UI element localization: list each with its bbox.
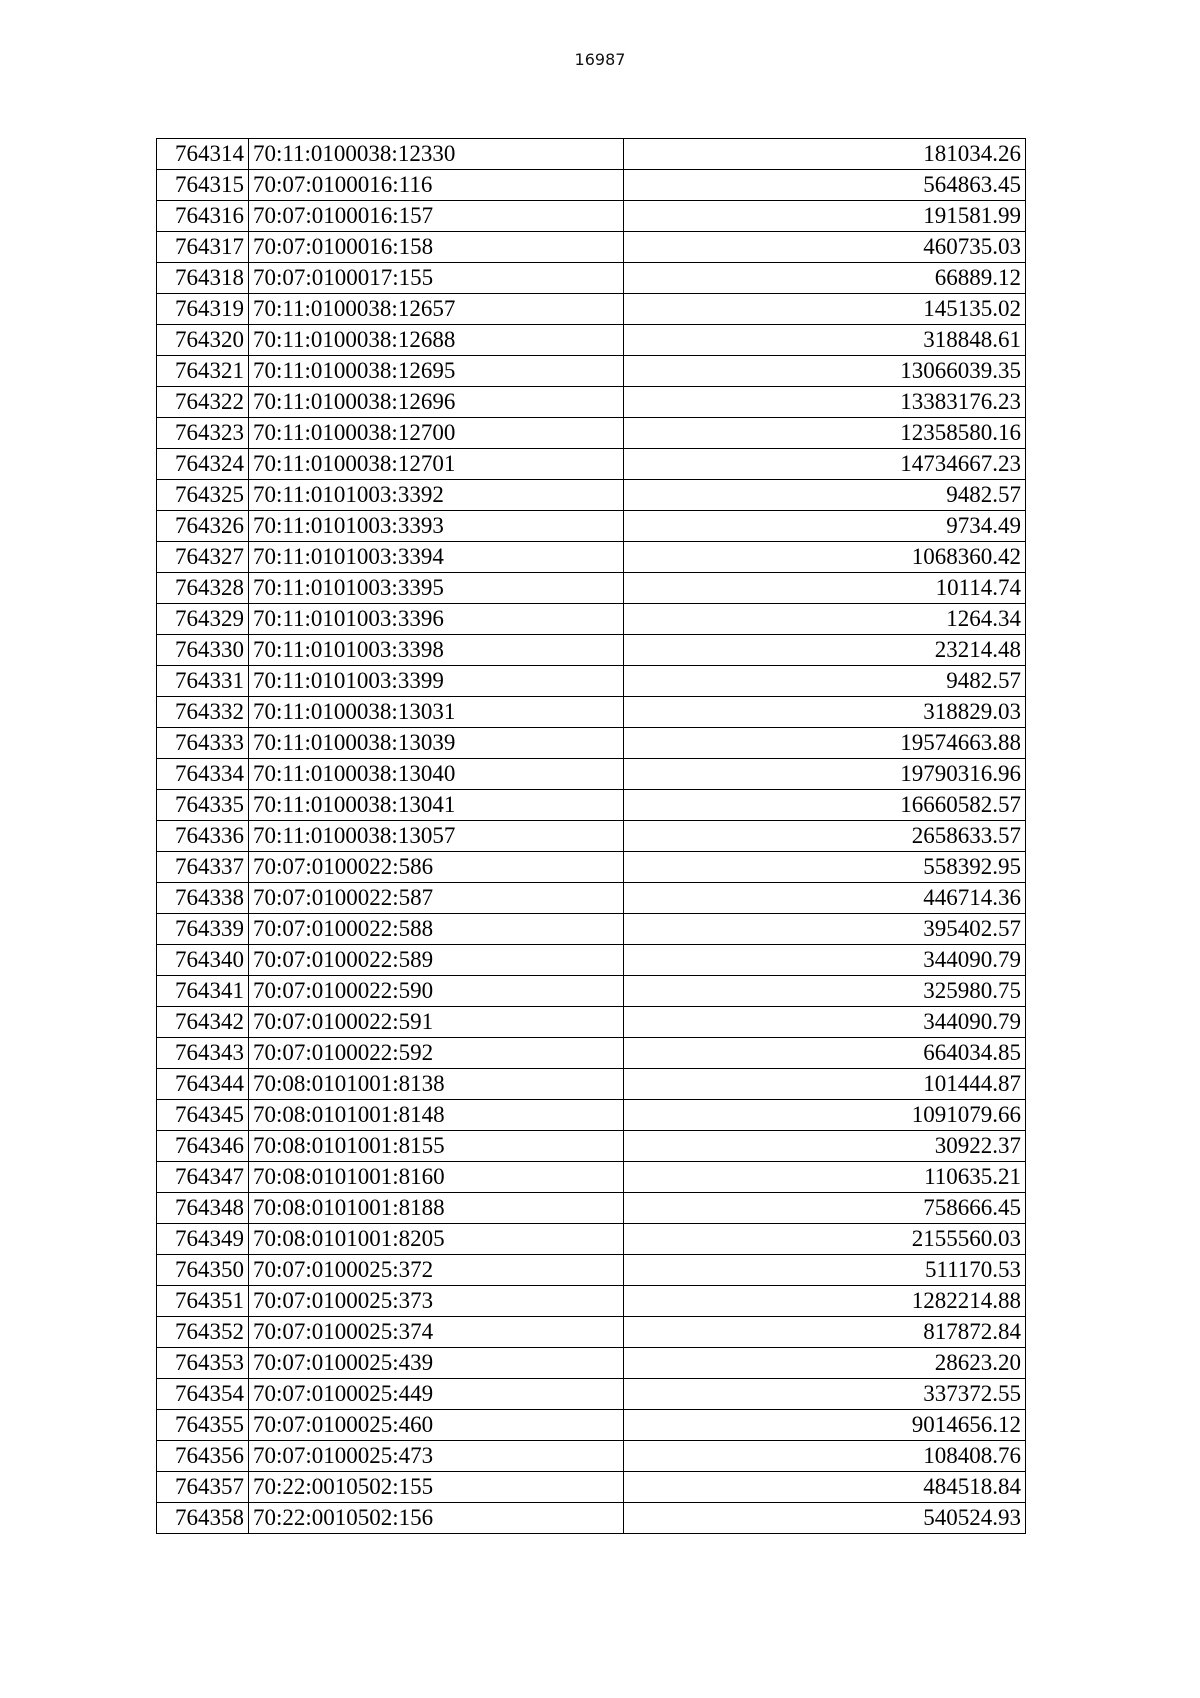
table-row [157, 511, 1026, 542]
table-row [157, 294, 1026, 325]
cadastral-number-cell: 70:07:0100025:372 [249, 1255, 624, 1286]
cadastral-number-cell: 70:11:0101003:3399 [249, 666, 624, 697]
table-row [157, 232, 1026, 263]
cadastral-value-cell: 108408.76 [624, 1441, 1026, 1472]
cadastral-value-cell: 101444.87 [624, 1069, 1026, 1100]
cadastral-number-cell: 70:07:0100017:155 [249, 263, 624, 294]
cadastral-value-cell: 564863.45 [624, 170, 1026, 201]
cadastral-value-cell: 318829.03 [624, 697, 1026, 728]
row-number-cell: 764351 [157, 1286, 249, 1317]
cadastral-number-cell: 70:11:0100038:12330 [249, 139, 624, 170]
cadastral-number-cell: 70:22:0010502:156 [249, 1503, 624, 1534]
cadastral-number-cell: 70:08:0101001:8155 [249, 1131, 624, 1162]
cadastral-value-cell: 2155560.03 [624, 1224, 1026, 1255]
table-row [157, 1472, 1026, 1503]
row-number-cell: 764349 [157, 1224, 249, 1255]
row-number-cell: 764352 [157, 1317, 249, 1348]
cadastral-value-cell: 9482.57 [624, 480, 1026, 511]
table-row [157, 790, 1026, 821]
cadastral-value-cell: 28623.20 [624, 1348, 1026, 1379]
cadastral-value-cell: 19790316.96 [624, 759, 1026, 790]
cadastral-number-cell: 70:11:0101003:3398 [249, 635, 624, 666]
cadastral-value-cell: 14734667.23 [624, 449, 1026, 480]
cadastral-number-cell: 70:08:0101001:8188 [249, 1193, 624, 1224]
row-number-cell: 764346 [157, 1131, 249, 1162]
table-row [157, 1038, 1026, 1069]
cadastral-number-cell: 70:07:0100022:590 [249, 976, 624, 1007]
cadastral-number-cell: 70:11:0100038:13039 [249, 728, 624, 759]
cadastral-value-cell: 1091079.66 [624, 1100, 1026, 1131]
cadastral-number-cell: 70:11:0100038:13057 [249, 821, 624, 852]
row-number-cell: 764324 [157, 449, 249, 480]
cadastral-number-cell: 70:07:0100025:449 [249, 1379, 624, 1410]
cadastral-number-cell: 70:11:0100038:12700 [249, 418, 624, 449]
table-row [157, 1069, 1026, 1100]
table-row [157, 1007, 1026, 1038]
cadastral-value-cell: 337372.55 [624, 1379, 1026, 1410]
row-number-cell: 764329 [157, 604, 249, 635]
row-number-cell: 764355 [157, 1410, 249, 1441]
cadastral-value-cell: 10114.74 [624, 573, 1026, 604]
cadastral-value-cell: 558392.95 [624, 852, 1026, 883]
cadastral-number-cell: 70:11:0100038:13031 [249, 697, 624, 728]
row-number-cell: 764315 [157, 170, 249, 201]
cadastral-number-cell: 70:07:0100025:460 [249, 1410, 624, 1441]
table-row [157, 759, 1026, 790]
row-number-cell: 764332 [157, 697, 249, 728]
cadastral-value-cell: 191581.99 [624, 201, 1026, 232]
table-row [157, 1317, 1026, 1348]
cadastral-number-cell: 70:11:0100038:12688 [249, 325, 624, 356]
cadastral-value-cell: 30922.37 [624, 1131, 1026, 1162]
row-number-cell: 764347 [157, 1162, 249, 1193]
cadastral-value-cell: 446714.36 [624, 883, 1026, 914]
cadastral-number-cell: 70:11:0100038:12696 [249, 387, 624, 418]
table-body [157, 139, 1026, 1534]
cadastral-number-cell: 70:22:0010502:155 [249, 1472, 624, 1503]
cadastral-value-cell: 12358580.16 [624, 418, 1026, 449]
table-row [157, 325, 1026, 356]
row-number-cell: 764323 [157, 418, 249, 449]
table-row [157, 542, 1026, 573]
cadastral-value-cell: 145135.02 [624, 294, 1026, 325]
cadastral-value-cell: 181034.26 [624, 139, 1026, 170]
table-row [157, 976, 1026, 1007]
cadastral-value-cell: 460735.03 [624, 232, 1026, 263]
row-number-cell: 764357 [157, 1472, 249, 1503]
row-number-cell: 764342 [157, 1007, 249, 1038]
row-number-cell: 764339 [157, 914, 249, 945]
cadastral-value-cell: 1068360.42 [624, 542, 1026, 573]
cadastral-value-cell: 1264.34 [624, 604, 1026, 635]
cadastral-number-cell: 70:11:0100038:13040 [249, 759, 624, 790]
row-number-cell: 764314 [157, 139, 249, 170]
row-number-cell: 764345 [157, 1100, 249, 1131]
cadastral-number-cell: 70:11:0100038:12695 [249, 356, 624, 387]
cadastral-value-cell: 395402.57 [624, 914, 1026, 945]
row-number-cell: 764319 [157, 294, 249, 325]
row-number-cell: 764333 [157, 728, 249, 759]
table-row [157, 697, 1026, 728]
cadastral-value-cell: 758666.45 [624, 1193, 1026, 1224]
table-row [157, 914, 1026, 945]
row-number-cell: 764318 [157, 263, 249, 294]
row-number-cell: 764341 [157, 976, 249, 1007]
table-row [157, 387, 1026, 418]
row-number-cell: 764325 [157, 480, 249, 511]
cadastral-value-cell: 9014656.12 [624, 1410, 1026, 1441]
row-number-cell: 764321 [157, 356, 249, 387]
table-row [157, 1193, 1026, 1224]
cadastral-number-cell: 70:08:0101001:8160 [249, 1162, 624, 1193]
row-number-cell: 764337 [157, 852, 249, 883]
cadastral-value-cell: 66889.12 [624, 263, 1026, 294]
row-number-cell: 764353 [157, 1348, 249, 1379]
table-row [157, 170, 1026, 201]
table-row [157, 821, 1026, 852]
table-row [157, 139, 1026, 170]
table-row [157, 945, 1026, 976]
cadastral-value-cell: 13066039.35 [624, 356, 1026, 387]
table-row [157, 852, 1026, 883]
cadastral-value-cell: 511170.53 [624, 1255, 1026, 1286]
cadastral-number-cell: 70:07:0100025:374 [249, 1317, 624, 1348]
row-number-cell: 764336 [157, 821, 249, 852]
cadastral-number-cell: 70:11:0101003:3392 [249, 480, 624, 511]
table-row [157, 883, 1026, 914]
table-row [157, 1348, 1026, 1379]
cadastral-number-cell: 70:07:0100016:158 [249, 232, 624, 263]
row-number-cell: 764356 [157, 1441, 249, 1472]
cadastral-value-cell: 2658633.57 [624, 821, 1026, 852]
table-row [157, 201, 1026, 232]
cadastral-value-cell: 16660582.57 [624, 790, 1026, 821]
cadastral-value-cell: 13383176.23 [624, 387, 1026, 418]
cadastral-number-cell: 70:11:0100038:12701 [249, 449, 624, 480]
row-number-cell: 764331 [157, 666, 249, 697]
table-row [157, 1503, 1026, 1534]
cadastral-number-cell: 70:07:0100022:586 [249, 852, 624, 883]
cadastral-number-cell: 70:11:0100038:13041 [249, 790, 624, 821]
row-number-cell: 764322 [157, 387, 249, 418]
cadastral-value-cell: 110635.21 [624, 1162, 1026, 1193]
cadastral-number-cell: 70:07:0100022:592 [249, 1038, 624, 1069]
row-number-cell: 764328 [157, 573, 249, 604]
cadastral-number-cell: 70:07:0100022:591 [249, 1007, 624, 1038]
cadastral-number-cell: 70:07:0100016:116 [249, 170, 624, 201]
cadastral-number-cell: 70:08:0101001:8205 [249, 1224, 624, 1255]
table-row [157, 1131, 1026, 1162]
table-row [157, 449, 1026, 480]
cadastral-value-cell: 484518.84 [624, 1472, 1026, 1503]
cadastral-value-cell: 9734.49 [624, 511, 1026, 542]
table-row [157, 1224, 1026, 1255]
table-row [157, 480, 1026, 511]
cadastral-number-cell: 70:07:0100022:587 [249, 883, 624, 914]
cadastral-value-cell: 325980.75 [624, 976, 1026, 1007]
cadastral-number-cell: 70:08:0101001:8148 [249, 1100, 624, 1131]
row-number-cell: 764344 [157, 1069, 249, 1100]
row-number-cell: 764334 [157, 759, 249, 790]
row-number-cell: 764338 [157, 883, 249, 914]
cadastral-number-cell: 70:08:0101001:8138 [249, 1069, 624, 1100]
row-number-cell: 764358 [157, 1503, 249, 1534]
cadastral-value-cell: 9482.57 [624, 666, 1026, 697]
cadastral-value-cell: 664034.85 [624, 1038, 1026, 1069]
table-row [157, 1162, 1026, 1193]
table-row [157, 356, 1026, 387]
table-row [157, 418, 1026, 449]
cadastral-number-cell: 70:07:0100022:588 [249, 914, 624, 945]
table-row [157, 1286, 1026, 1317]
table-row [157, 728, 1026, 759]
row-number-cell: 764316 [157, 201, 249, 232]
row-number-cell: 764354 [157, 1379, 249, 1410]
cadastral-number-cell: 70:11:0101003:3393 [249, 511, 624, 542]
cadastral-number-cell: 70:07:0100016:157 [249, 201, 624, 232]
row-number-cell: 764317 [157, 232, 249, 263]
table-row [157, 635, 1026, 666]
table-row [157, 666, 1026, 697]
table-row [157, 1100, 1026, 1131]
row-number-cell: 764348 [157, 1193, 249, 1224]
row-number-cell: 764326 [157, 511, 249, 542]
cadastral-value-cell: 344090.79 [624, 945, 1026, 976]
cadastral-number-cell: 70:11:0101003:3394 [249, 542, 624, 573]
row-number-cell: 764330 [157, 635, 249, 666]
cadastral-value-cell: 344090.79 [624, 1007, 1026, 1038]
cadastral-value-cell: 1282214.88 [624, 1286, 1026, 1317]
cadastral-number-cell: 70:11:0101003:3396 [249, 604, 624, 635]
cadastral-value-cell: 817872.84 [624, 1317, 1026, 1348]
cadastral-number-cell: 70:11:0100038:12657 [249, 294, 624, 325]
cadastral-value-cell: 23214.48 [624, 635, 1026, 666]
cadastral-value-cell: 540524.93 [624, 1503, 1026, 1534]
table-row [157, 573, 1026, 604]
row-number-cell: 764335 [157, 790, 249, 821]
cadastral-number-cell: 70:07:0100025:439 [249, 1348, 624, 1379]
table-row [157, 263, 1026, 294]
cadastral-value-table [156, 138, 1026, 1534]
cadastral-value-cell: 19574663.88 [624, 728, 1026, 759]
cadastral-number-cell: 70:07:0100025:373 [249, 1286, 624, 1317]
row-number-cell: 764350 [157, 1255, 249, 1286]
row-number-cell: 764327 [157, 542, 249, 573]
cadastral-number-cell: 70:07:0100022:589 [249, 945, 624, 976]
table-row [157, 1441, 1026, 1472]
row-number-cell: 764343 [157, 1038, 249, 1069]
row-number-cell: 764340 [157, 945, 249, 976]
table-row [157, 1410, 1026, 1441]
cadastral-number-cell: 70:11:0101003:3395 [249, 573, 624, 604]
page-number: 16987 [574, 50, 626, 69]
table-row [157, 1255, 1026, 1286]
table-row [157, 604, 1026, 635]
table-row [157, 1379, 1026, 1410]
row-number-cell: 764320 [157, 325, 249, 356]
cadastral-value-cell: 318848.61 [624, 325, 1026, 356]
cadastral-number-cell: 70:07:0100025:473 [249, 1441, 624, 1472]
